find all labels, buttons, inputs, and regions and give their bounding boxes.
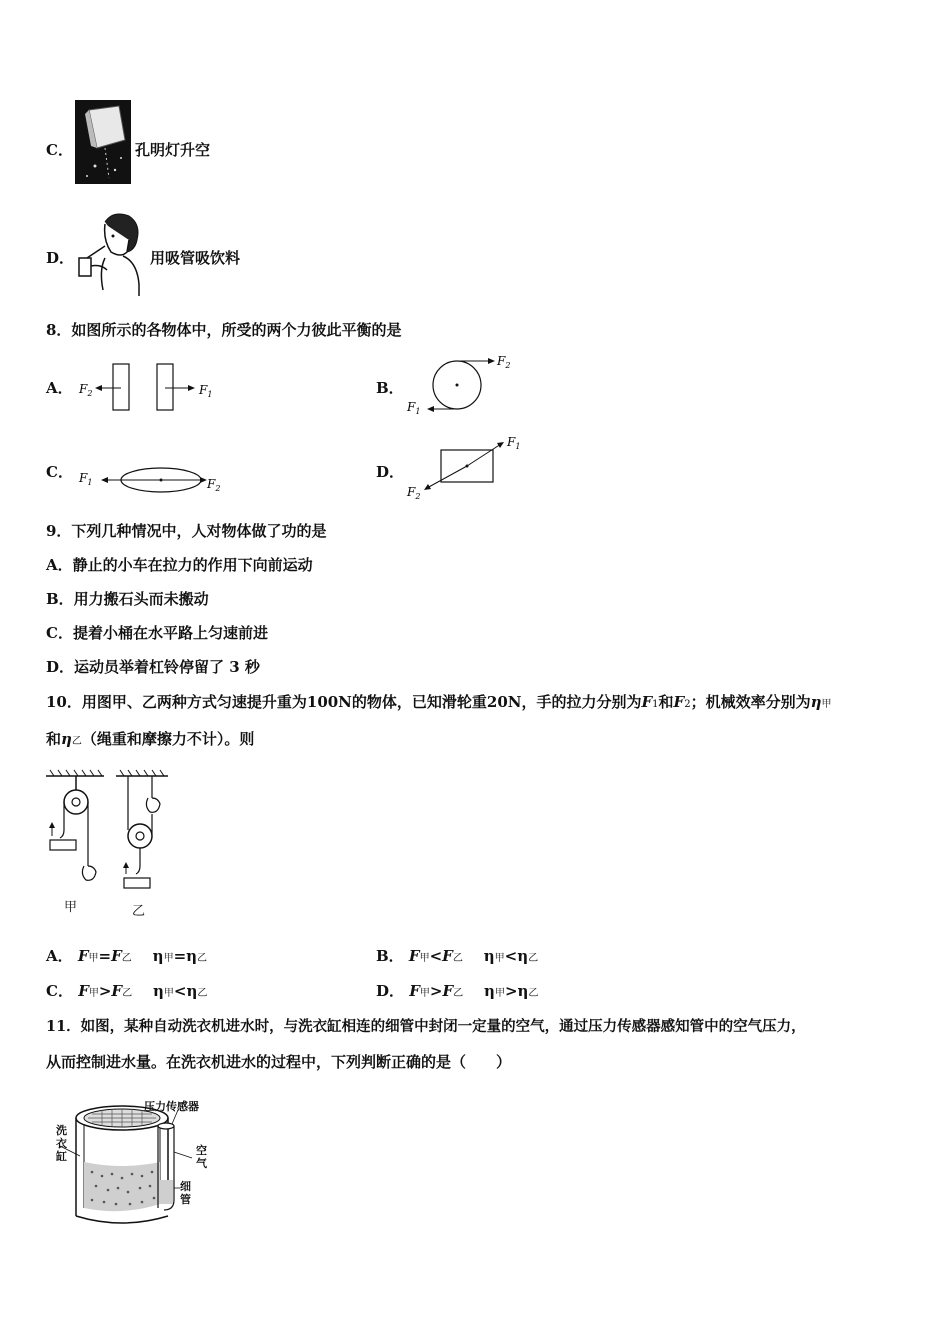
q11-stem-line2: 从而控制进水量。在洗衣机进水的过程中，下列判断正确的是（ ） [46, 1053, 512, 1071]
q10-option-b: B． F甲<F乙 η甲<η乙 [376, 947, 539, 965]
force-label-f1: $F_1$ [407, 400, 421, 416]
q8-diagram-a [75, 362, 225, 414]
force-label-f1: $F_1$ [79, 471, 93, 487]
q8-diagram-d [405, 434, 535, 502]
q9-option-a: A．静止的小车在拉力的作用下向前运动 [46, 556, 313, 574]
label-air: 空 气 [196, 1144, 207, 1170]
q8-option-b-letter: B． [376, 379, 404, 397]
option-d-text: 用吸管吸饮料 [150, 249, 241, 267]
force-label-f1: $F_1$ [507, 435, 521, 451]
option-d-letter: D． [46, 249, 75, 267]
q10-stem-line2: 和η乙（绳重和摩擦力不计）。则 [46, 730, 255, 748]
force-label-f1: $F_1$ [199, 383, 213, 399]
q8-diagram-b [405, 355, 525, 417]
q10-option-c: C． F甲>F乙 η甲<η乙 [46, 982, 208, 1000]
q10-option-d: D． F甲>F乙 η甲>η乙 [376, 982, 539, 1000]
q8-diagram-c [75, 462, 235, 498]
q10-stem-line1: 10．用图甲、乙两种方式匀速提升重为100N的物体，已知滑轮重20N，手的拉力分别为F1和F2；机械效率分别为η甲 [46, 693, 832, 711]
label-thin-tube: 细 管 [180, 1180, 191, 1206]
force-label-f2: $F_2$ [79, 382, 93, 398]
force-label-f2: $F_2$ [407, 485, 421, 501]
q9-option-d: D．运动员举着杠铃停留了 3 秒 [46, 658, 260, 676]
q8-option-c-letter: C． [46, 463, 73, 481]
option-c-text: 孔明灯升空 [135, 141, 211, 159]
q9-stem: 9．下列几种情况中，人对物体做了功的是 [46, 522, 327, 540]
q10-option-a: A． F甲=F乙 η甲=η乙 [46, 947, 208, 965]
q8-option-d-letter: D． [376, 463, 405, 481]
label-jia: 甲 [64, 900, 78, 915]
force-label-f2: $F_2$ [497, 354, 511, 370]
q11-stem-line1: 11．如图，某种自动洗衣机进水时，与洗衣缸相连的细管中封闭一定量的空气，通过压力传感器感知管中的空气压力， [46, 1018, 806, 1035]
drinking-straw-image [75, 210, 143, 296]
label-yi: 乙 [132, 904, 146, 919]
label-tub: 洗 衣 缸 [56, 1124, 67, 1163]
q8-option-a-letter: A． [46, 379, 73, 397]
force-label-f2: $F_2$ [207, 477, 221, 493]
q8-stem: 8．如图所示的各物体中，所受的两个力彼此平衡的是 [46, 321, 402, 339]
lantern-image [75, 100, 131, 184]
option-c-letter: C． [46, 141, 73, 159]
q9-option-c: C．提着小桶在水平路上匀速前进 [46, 624, 268, 642]
q9-option-b: B．用力搬石头而未搬动 [46, 590, 209, 608]
label-pressure-sensor: 压力传感器 [144, 1100, 199, 1113]
